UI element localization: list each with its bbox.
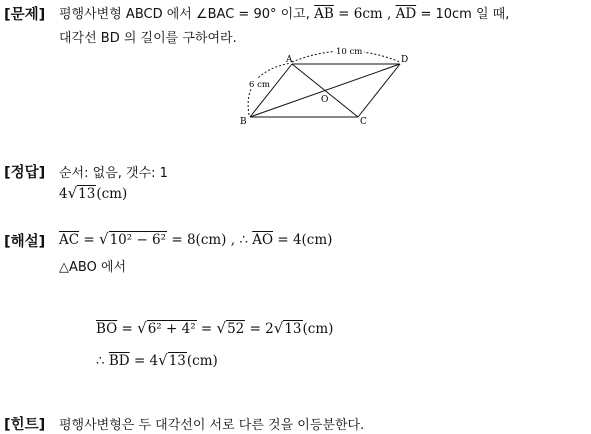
ac-result: = 8(cm) , ∴ [171,232,248,248]
problem-line-2: 대각선 BD 의 길이를 구하여라. [59,31,237,46]
answer-coef: 4 [59,186,68,202]
bd-radical: √13 [158,351,186,369]
bo-radical-2: √52 [216,319,245,337]
ab-length: 6 cm [249,80,270,90]
label-c: C [360,117,367,127]
bo-radical: √6² + 4² [137,319,196,337]
label-b: B [240,117,247,127]
solution-tag: [해설] [4,234,46,250]
hint-tag: [힌트] [4,417,46,433]
ad-length: 10 cm [336,47,363,57]
therefore-symbol: ∴ [96,353,105,369]
segment-ac: $\overline{AC}$ [59,232,80,248]
ad-value: = 10cm 일 때, [420,7,510,22]
answer-tag: [정답] [4,165,46,181]
segment-ao: $\overline{AO}$ [252,232,274,248]
label-o: O [321,95,329,105]
solution-line-2: △ABO 에서 [59,260,127,275]
segment-bd: $\overline{BD}$ [108,353,130,369]
hint-text: 평행사변형은 두 대각선이 서로 다른 것을 이등분한다. [59,418,365,433]
answer-line-1: 순서: 없음, 갯수: 1 [59,166,168,181]
segment-ad: $\overline{AD}$ [395,6,417,22]
solution-line-1: $\overline{AC} = √10^2 - 6^2 = 8(cm)$ , ∴ $\overline{AO} = 4(cm)$ [59,230,333,248]
answer-unit: (cm) [96,186,128,202]
solution-line-4: ∴ $\overline{BD} = 4√13(cm)$ [96,351,218,369]
ab-value: = 6cm , [338,6,392,22]
bo-radical-3: √13 [273,319,302,337]
answer-radical: √13 [67,184,96,202]
diagonal-bd [250,64,400,117]
label-d: D [401,55,409,65]
ac-radical: √10² − 6² [99,230,167,248]
problem-tag: [문제] [4,7,46,23]
problem-text-a: 평행사변형 ABCD 에서 ∠BAC = 90° 이고, [59,7,310,22]
answer-line-2 [59,184,127,202]
segment-ab: $\overline{AB}$ [314,6,334,22]
ao-result: = 4(cm) [277,232,333,248]
segment-bo: $\overline{BO}$ [96,321,118,337]
label-a: A [286,55,293,65]
solution-line-3: $\overline{BO} = √6^2 + 4^2 = √52 = 2√13(cm)$ [96,319,334,337]
